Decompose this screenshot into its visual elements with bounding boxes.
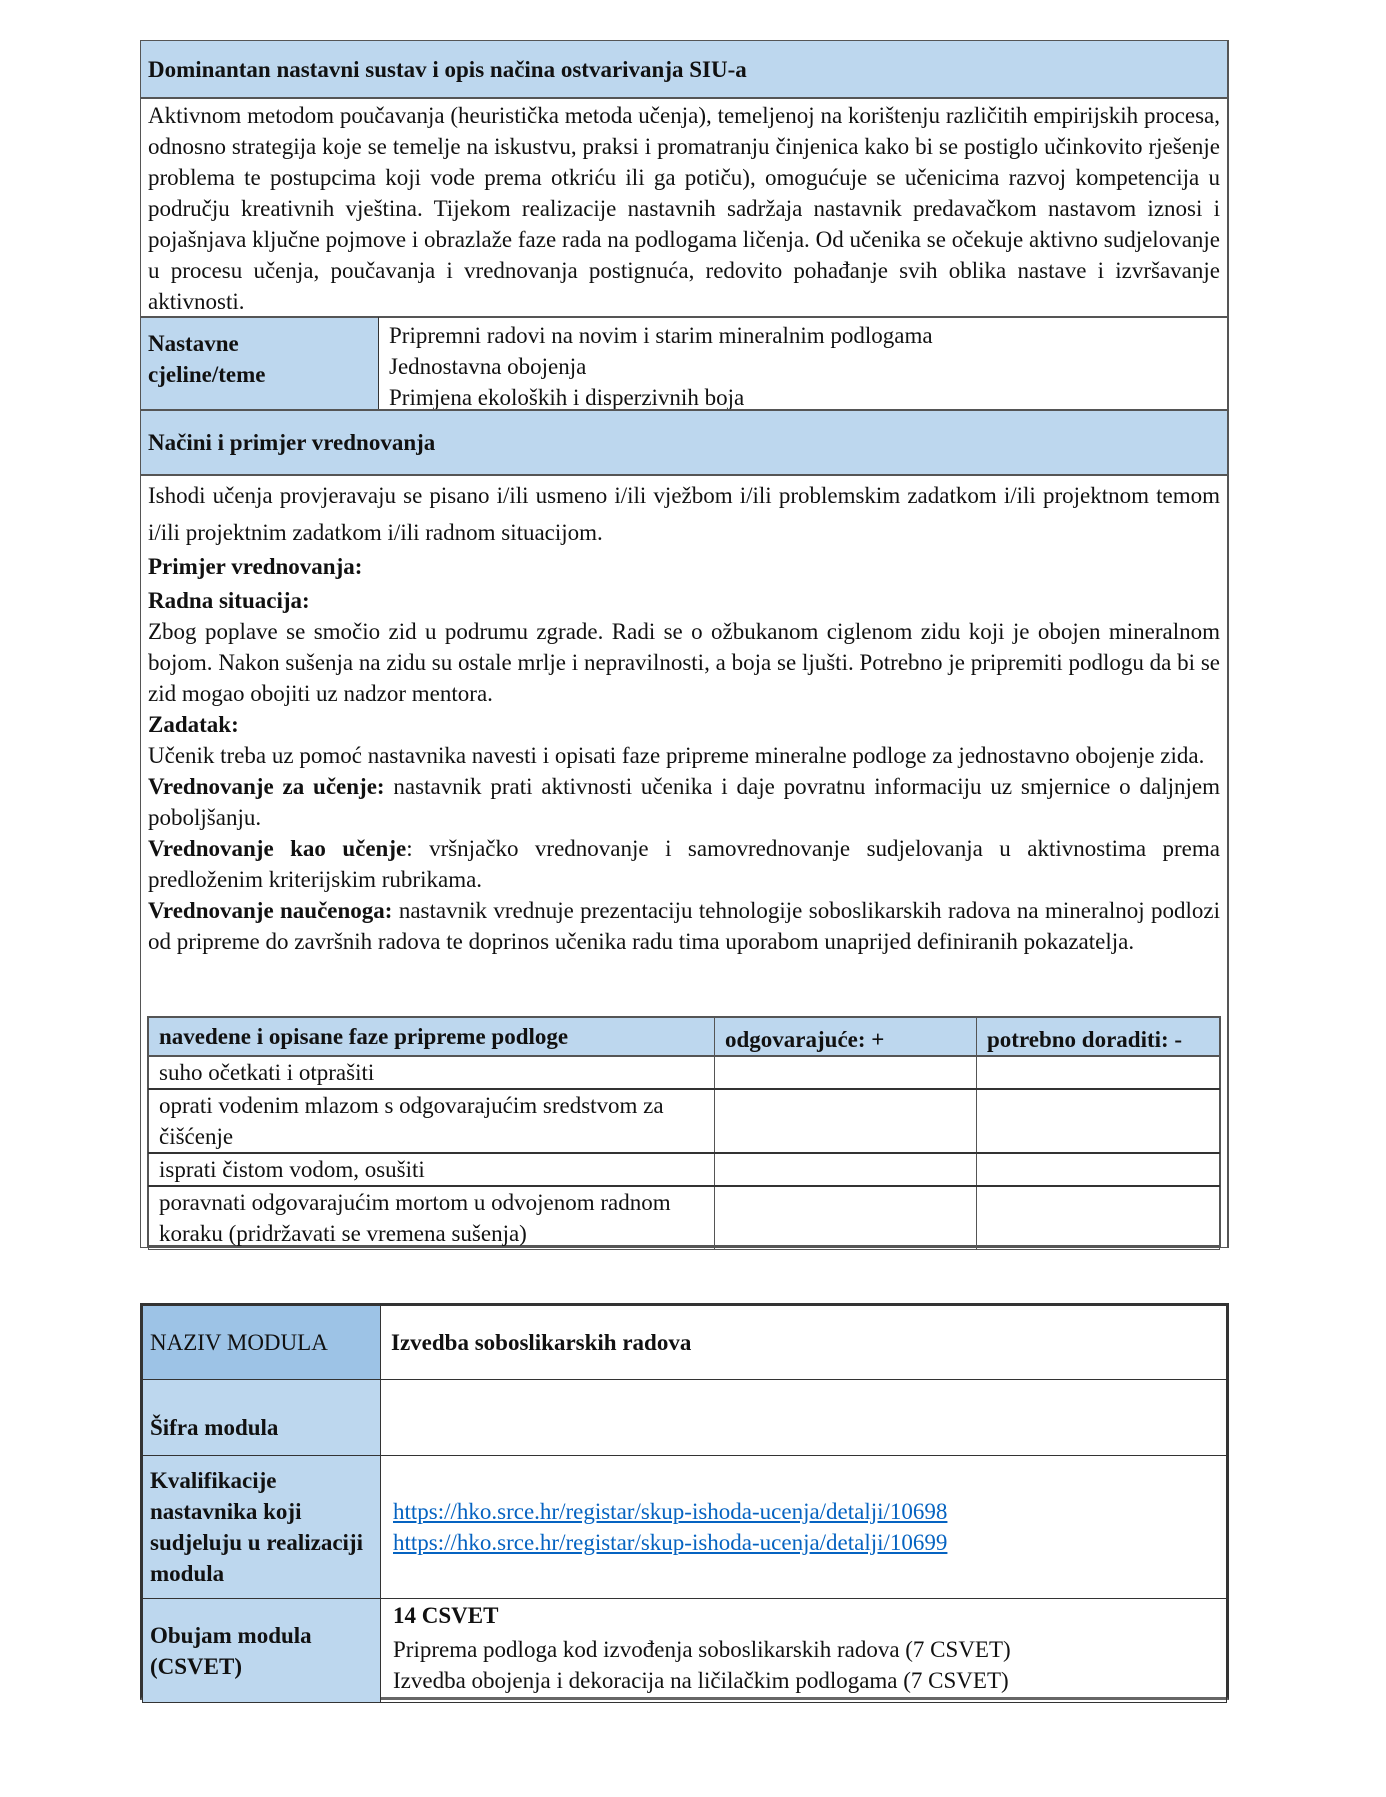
divider (141, 97, 1227, 99)
eval-as-text: : vršnjačko vrednovanje i samovrednovanje sudjelovanja u aktivnostima prema predloženim kriterijskim rubrikama. (148, 836, 1220, 892)
rubric-header-row (149, 1018, 1220, 1057)
qualifications-links (381, 1456, 1227, 1599)
volume-item: Priprema podloga kod izvođenja soboslikarskih radova (7 CSVET) (393, 1637, 1011, 1662)
evaluation-content (148, 477, 1220, 957)
task-heading: Zadatak: (148, 712, 239, 737)
rubric-ok-cell[interactable] (715, 1186, 977, 1250)
section-title: Načini i primjer vrednovanja (148, 429, 436, 455)
volume-value (381, 1599, 1227, 1703)
situation-heading: Radna situacija: (148, 588, 310, 613)
units-label-line1: Nastavne (148, 331, 239, 356)
rubric-fix-cell[interactable] (977, 1056, 1220, 1089)
volume-label: Obujam modula (CSVET) (143, 1599, 381, 1703)
rubric-row (149, 1186, 1220, 1250)
module-name-value: Izvedba soboslikarskih radova (381, 1306, 1227, 1380)
module-table (140, 1303, 1229, 1700)
section-title: Dominantan nastavni sustav i opis načina ostvarivanja SIU-a (148, 56, 747, 82)
section-header-evaluation (141, 411, 1227, 474)
rubric-phase: suho očetkati i otprašiti (149, 1056, 715, 1089)
rubric-row (149, 1056, 1220, 1089)
rubric-table (147, 1016, 1221, 1247)
module-name-row (143, 1306, 1227, 1380)
situation-text: Zbog poplave se smočio zid u podrumu zgrade. Radi se o ožbukanom ciglenom zidu koji je obojen mineralnom bojom. Nakon sušenja na zidu su ostale mrlje i nepravilnosti, a boja se ljušti. Potrebno je pripremiti podlogu da bi se zid mogao obojiti uz nadzor mentora. (148, 619, 1220, 706)
eval-as-label: Vrednovanje kao učenje (148, 836, 407, 861)
units-label-cell (141, 318, 378, 410)
eval-of-text: nastavnik vrednuje prezentaciju tehnologije soboslikarskih radova na mineralnoj podlozi od pripreme do završnih radova te doprinos učenika radu tima uporabom unaprijed definiranih pokazatelja. (148, 898, 1220, 954)
rubric-header-fix: potrebno doraditi: - (977, 1018, 1220, 1057)
eval-for-label: Vrednovanje za učenje: (148, 774, 385, 799)
volume-item: Izvedba obojenja i dekoracija na ličilačkim podlogama (7 CSVET) (393, 1668, 1009, 1693)
rubric-ok-cell[interactable] (715, 1153, 977, 1186)
column-divider (378, 317, 379, 410)
task-text: Učenik treba uz pomoć nastavnika navesti i opisati faze pripreme mineralne podloge za jednostavno obojenje zida. (148, 743, 1205, 768)
rubric-ok-cell[interactable] (715, 1056, 977, 1089)
module-volume-row (143, 1599, 1227, 1703)
description-text: Aktivnom metodom poučavanja (heuristička metoda učenja), temeljenoj na korištenju različitih empirijskih procesa, odnosno strategija koje se temelje na iskustvu, praksi i promatranju činjenica kako bi se postiglo učinkovito rješenje problema te postupcima koji vode prema otkriću ili ga potiču), omogućuje se učenicima razvoj kompetencija u području kreativnih vještina. Tijekom realizacije nastavnih sadržaja nastavnik predavačkom nastavom iznosi i pojašnjava ključne pojmove i obrazlaže faze rada na podlogama ličenja. Od učenika se očekuje aktivno sudjelovanje u procesu učenja, poučavanja i vrednovanja postignuća, redovito pohađanje svih oblika nastave i izvršavanje aktivnosti. (148, 103, 1220, 314)
unit-item: Pripremni radovi na novim i starim mineralnim podlogama (389, 323, 933, 348)
qualification-link[interactable]: https://hko.srce.hr/registar/skup-ishoda-ucenja/detalji/10698 (393, 1499, 948, 1524)
evaluation-of-learning (148, 895, 1220, 957)
volume-total: 14 CSVET (393, 1603, 499, 1628)
example-heading: Primjer vrednovanja: (148, 554, 363, 579)
rubric-ok-cell[interactable] (715, 1089, 977, 1153)
module-name-label: NAZIV MODULA (143, 1306, 381, 1380)
rubric-fix-cell[interactable] (977, 1186, 1220, 1250)
rubric-fix-cell[interactable] (977, 1089, 1220, 1153)
unit-item: Primjena ekoloških i disperzivnih boja (389, 385, 745, 410)
module-code-row (143, 1380, 1227, 1456)
rubric-fix-cell[interactable] (977, 1153, 1220, 1186)
rubric-row (149, 1153, 1220, 1186)
module-code-label: Šifra modula (143, 1380, 381, 1456)
rubric-phase: isprati čistom vodom, osušiti (149, 1153, 715, 1186)
qualification-link[interactable]: https://hko.srce.hr/registar/skup-ishoda-ucenja/detalji/10699 (393, 1530, 948, 1555)
rubric-header-phase: navedene i opisane faze pripreme podloge (149, 1018, 715, 1057)
rubric-header-ok: odgovarajuće: + (715, 1018, 977, 1057)
module-qualifications-row (143, 1456, 1227, 1599)
rubric-phase: poravnati odgovarajućim mortom u odvojenom radnom koraku (pridržavati se vremena sušenja) (149, 1186, 715, 1250)
eval-for-text: nastavnik prati aktivnosti učenika i daje povratnu informaciju uz smjernice o daljnjem poboljšanju. (148, 774, 1220, 830)
evaluation-as-learning (148, 833, 1220, 895)
rubric-phase: oprati vodenim mlazom s odgovarajućim sredstvom za čišćenje (149, 1089, 715, 1153)
units-list (389, 320, 933, 413)
divider (141, 474, 1227, 476)
module-code-value[interactable] (381, 1380, 1227, 1456)
qualifications-label: Kvalifikacije nastavnika koji sudjeluju u realizaciji modula (143, 1456, 381, 1599)
eval-of-label: Vrednovanje naučenoga: (148, 898, 393, 923)
unit-item: Jednostavna obojenja (389, 354, 587, 379)
section-header-teaching-system (141, 41, 1227, 98)
evaluation-for-learning (148, 771, 1220, 833)
evaluation-intro: Ishodi učenja provjeravaju se pisano i/ili usmeno i/ili vježbom i/ili problemskim zadatkom i/ili projektnom temom i/ili projektnim zadatkom i/ili radnom situacijom. (148, 483, 1220, 545)
rubric-row (149, 1089, 1220, 1153)
teaching-description (148, 100, 1220, 317)
units-label-line2: cjeline/teme (148, 362, 266, 387)
